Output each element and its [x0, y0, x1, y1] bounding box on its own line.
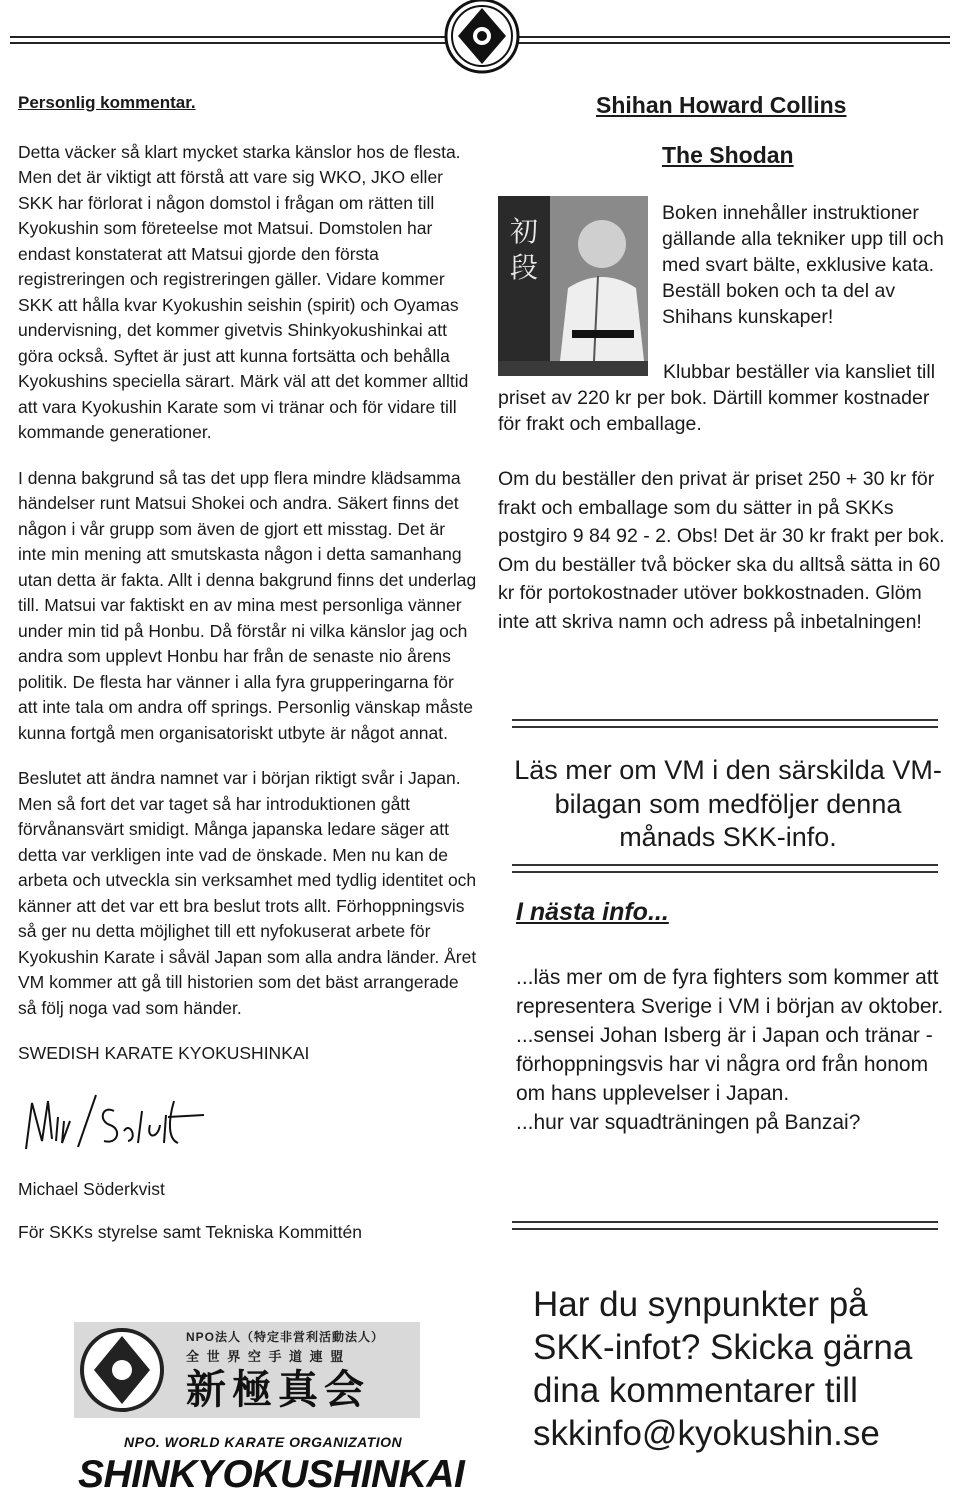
club-order-rest: till priset av 220 kr per bok. Därtill kommer kostnader för frakt och emballage. — [498, 361, 936, 435]
book-cover-image — [498, 196, 648, 376]
club-order-first-line: Klubbar beställer via kansliet — [663, 361, 912, 383]
divider-1 — [512, 719, 938, 728]
paragraph-2: I denna bakgrund så tas det upp flera mindre klädsamma händelser runt Matsui Shokei och andra. Säkert finns det någon i vår grupp som även de gjort ett misstag. Det är inte min mening att smutskasta någon i detta samanhang utan detta är fakta. Allt i denna bakgrund finns det underlag till. Matsui var faktiskt en av mina mest personliga vänner under min tid på Honbu. Då förstår ni vilka känslor jag och andra som upplevt Honbu har från de senaste nio årens politik. De flesta har vänner i alla fyra grupperingarna för att inte tala om andra off springs. Personlig vänskap måste kunna fortgå men organisatoriskt utbyte är något annat. — [18, 467, 477, 743]
club-order-info — [498, 359, 948, 437]
organization-name: SWEDISH KARATE KYOKUSHINKAI — [18, 1043, 310, 1063]
next-issue-list — [516, 963, 952, 1137]
vm-supplement-notice: Läs mer om VM i den särskilda VM-bilagan som medföljer denna månads SKK-info. — [514, 755, 942, 852]
next-issue-heading: I nästa info... — [516, 898, 669, 926]
logo-jp-main: 新極真会 — [186, 1368, 370, 1412]
shinkyokushinkai-japanese-logo — [74, 1322, 420, 1418]
logo-jp-small-line-2: 全 世 界 空 手 道 連 盟 — [186, 1349, 346, 1364]
logo-wko-top-line: NPO. WORLD KARATE ORGANIZATION — [124, 1434, 403, 1450]
book-cover-kanji: 初段 — [510, 215, 539, 284]
next-issue-item: ...läs mer om de fyra fighters som kommer att representera Sverige i VM i början av oktober. — [516, 966, 944, 1018]
paragraph-1: Detta väcker så klart mycket starka känslor hos de flesta. Men det är viktigt att förstå att vare sig WKO, JKO eller SKK har förlorat i någon domstol i frågan om rätten till Kyokushin som företeelse mot Matsui. Domstolen har endast konstaterat att Matsui gjorde den första registreringen och registreringen gäller. Vidare kommer SKK att hålla kvar Kyokushin seishin (spirit) och Oyamas undervisning, det kommer givetvis Shinkyokushinkai att göra också. Syftet är just att kunna fortsätta och behålla Kyokushins speciella särart. Märk väl att det kommer alltid att vara Kyokushin Karate som vi tränar och för vidare till kommande generationer. — [18, 141, 469, 442]
wko-shinkyokushinkai-logo — [74, 1426, 465, 1498]
book-description: Boken innehåller instruktioner gällande alla tekniker upp till och med svart bälte, exklusive kata. Beställ boken och ta del av Shihans kunskaper! — [662, 202, 944, 328]
kanku-emblem-icon — [444, 0, 520, 74]
next-issue-item: ...sensei Johan Isberg är i Japan och tränar - förhoppningsvis har vi några ord från honom om hans upplevelser i Japan. — [516, 1024, 933, 1105]
divider-2 — [512, 864, 938, 873]
logo-wko-main: SHINKYOKUSHINKAI — [78, 1453, 465, 1496]
feedback-call: Har du synpunkter på SKK-infot? Skicka gärna dina kommentarer till skkinfo@kyokushin.se — [533, 1285, 913, 1453]
left-column — [18, 90, 478, 1246]
divider-3 — [512, 1221, 938, 1230]
author-heading: Shihan Howard Collins — [596, 92, 847, 118]
next-issue-item: ...hur var squadträningen på Banzai? — [516, 1111, 861, 1134]
paragraph-3: Beslutet att ändra namnet var i början riktigt svår i Japan. Men så fort det var taget så har introduktionen gått förvånansvärt smidigt. Många japanska ledare säger att detta var verkligen inte vad de önskade. Men nu kan de arbeta och utveckla sin verksamhet med tydlig identitet och känner att det var ett bra beslut trots allt. Förhoppningsvis så ger nu detta möjlighet till ett nyfokuserat arbete för Kyokushin Karate i såväl Japan som alla andra länder. Året VM kommer att gå till historien som det bäst arrangerade så följ noga vad som händer. — [18, 768, 477, 1018]
book-title: The Shodan — [662, 142, 794, 168]
private-order-info: Om du beställer den privat är priset 250 + 30 kr för frakt och emballage som du sätter in på SKKs postgiro 9 84 92 - 2. Obs! Det är 30 kr frakt per bok. Om du beställer två böcker ska du alltså sätta in 60 kr för portokostnader utöver bokkostnaden. Glöm inte att skriva namn och adress på inbetalningen! — [498, 468, 945, 633]
logo-jp-small-line-1: NPO法人（特定非営利活動法人） — [186, 1330, 385, 1344]
board-line: För SKKs styrelse samt Tekniska Kommittén — [18, 1222, 362, 1242]
handwritten-signature — [18, 1081, 208, 1161]
signer-name: Michael Söderkvist — [18, 1178, 165, 1199]
personal-comment-heading: Personlig kommentar. — [18, 93, 196, 112]
